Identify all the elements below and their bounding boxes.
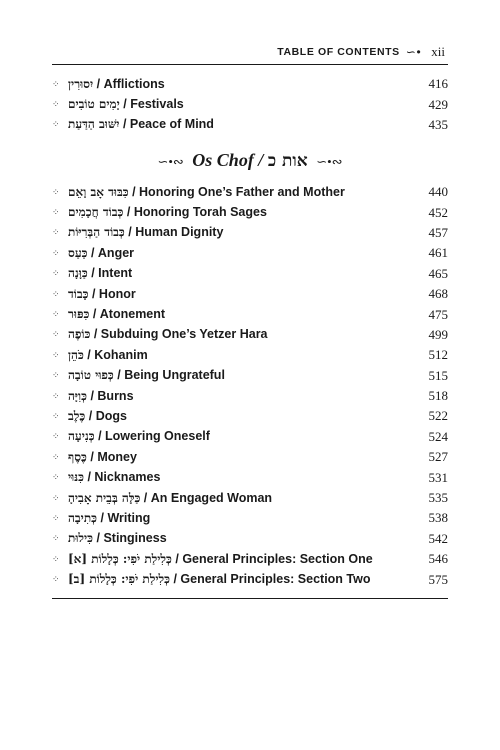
toc-entry[interactable] bbox=[52, 223, 448, 243]
toc-entry[interactable] bbox=[52, 243, 448, 263]
entry-title bbox=[68, 246, 408, 261]
entry-separator: / bbox=[119, 97, 131, 112]
entry-english: Burns bbox=[97, 388, 134, 403]
bullet-icon: ⁘ bbox=[52, 99, 60, 110]
entry-title bbox=[68, 225, 408, 240]
header-rule bbox=[52, 64, 448, 65]
header-page-number: xii bbox=[431, 44, 445, 59]
footer-rule bbox=[52, 598, 448, 599]
entry-separator: / bbox=[124, 225, 136, 240]
entry-separator: / bbox=[128, 184, 140, 199]
toc-entry[interactable] bbox=[52, 202, 448, 222]
entry-english: Honoring Torah Sages bbox=[133, 205, 267, 220]
bullet-icon: ⁘ bbox=[52, 349, 60, 360]
entry-separator: / bbox=[87, 245, 98, 260]
toc-entry[interactable] bbox=[52, 569, 448, 589]
entry-page-number: 461 bbox=[428, 245, 448, 261]
entry-title bbox=[68, 450, 408, 465]
entry-hebrew: כֶּלֶב bbox=[68, 408, 86, 423]
entry-english: Afflictions bbox=[103, 76, 165, 91]
toc-entry[interactable] bbox=[52, 304, 448, 324]
bullet-icon: ⁘ bbox=[52, 247, 60, 258]
toc-entry[interactable] bbox=[52, 366, 448, 386]
toc-entry[interactable] bbox=[52, 182, 448, 202]
entry-page-number: 515 bbox=[428, 367, 448, 383]
bullet-icon: ⁘ bbox=[52, 533, 60, 544]
toc-entry[interactable] bbox=[52, 406, 448, 426]
entry-title bbox=[68, 185, 408, 200]
entry-separator: / bbox=[94, 429, 106, 444]
bullet-icon: ⁘ bbox=[52, 410, 60, 421]
entry-hebrew: כִּבּוּד אָב וָאֵם bbox=[68, 184, 129, 199]
entry-page-number: 499 bbox=[428, 326, 448, 342]
entry-hebrew: כִּפּוּר bbox=[68, 307, 90, 322]
bullet-icon: ⁘ bbox=[52, 207, 60, 218]
entry-title bbox=[68, 77, 408, 92]
entry-page-number: 465 bbox=[428, 265, 448, 281]
entry-page-number: 542 bbox=[428, 530, 448, 546]
entry-page-number: 440 bbox=[428, 184, 448, 200]
bullet-icon: ⁘ bbox=[52, 288, 60, 299]
header-ornament: ∽• bbox=[405, 45, 422, 59]
entry-page-number: 468 bbox=[428, 286, 448, 302]
entry-separator: / bbox=[93, 531, 104, 546]
bullet-icon: ⁘ bbox=[52, 309, 60, 320]
entry-english: Honoring One’s Father and Mother bbox=[139, 184, 345, 199]
entry-hebrew: כַּוָּנָה bbox=[68, 266, 88, 281]
entry-page-number: 429 bbox=[428, 96, 448, 112]
bullet-icon: ⁘ bbox=[52, 472, 60, 483]
toc-list-chof bbox=[52, 182, 448, 590]
bullet-icon: ⁘ bbox=[52, 431, 60, 442]
entry-separator: / bbox=[93, 76, 104, 91]
toc-entry[interactable] bbox=[52, 467, 448, 487]
toc-entry[interactable] bbox=[52, 488, 448, 508]
bullet-icon: ⁘ bbox=[52, 492, 60, 503]
entry-hebrew: כְּבוֹד חֲכָמִים bbox=[68, 205, 124, 220]
entry-english: Being Ungrateful bbox=[124, 368, 225, 383]
entry-page-number: 416 bbox=[428, 76, 448, 92]
entry-separator: / bbox=[169, 572, 181, 587]
entry-title bbox=[68, 572, 408, 587]
entry-english: Festivals bbox=[130, 97, 184, 112]
entry-hebrew: כִּילוּת bbox=[68, 531, 94, 546]
entry-title bbox=[68, 307, 408, 322]
entry-page-number: 518 bbox=[428, 388, 448, 404]
entry-separator: / bbox=[119, 117, 130, 132]
section-label-en: Os Chof / bbox=[192, 150, 264, 170]
header-title: TABLE OF CONTENTS bbox=[277, 46, 400, 58]
bullet-icon: ⁘ bbox=[52, 119, 60, 130]
entry-separator: / bbox=[83, 470, 95, 485]
entry-page-number: 435 bbox=[428, 116, 448, 132]
toc-entry[interactable] bbox=[52, 284, 448, 304]
entry-english: Anger bbox=[97, 245, 135, 260]
bullet-icon: ⁘ bbox=[52, 512, 60, 523]
section-heading bbox=[0, 150, 500, 171]
entry-separator: / bbox=[83, 347, 95, 362]
entry-separator: / bbox=[97, 510, 108, 525]
running-header bbox=[277, 44, 445, 60]
bullet-icon: ⁘ bbox=[52, 227, 60, 238]
entry-title bbox=[68, 511, 408, 526]
section-ornament-left: ∽•∾ bbox=[157, 154, 184, 169]
entry-hebrew: כְּלִילַת יֹפִי: כְּלָלוֹת [ב] bbox=[68, 572, 170, 587]
entry-title bbox=[68, 205, 408, 220]
entry-title bbox=[68, 491, 408, 506]
entry-separator: / bbox=[86, 388, 98, 403]
entry-english: An Engaged Woman bbox=[150, 490, 273, 505]
bullet-icon: ⁘ bbox=[52, 329, 60, 340]
entry-page-number: 538 bbox=[428, 510, 448, 526]
entry-english: Stinginess bbox=[103, 531, 167, 546]
entry-english: General Principles: Section Two bbox=[180, 572, 371, 587]
toc-entry[interactable] bbox=[52, 529, 448, 549]
entry-hebrew: כּוֹפֶה bbox=[68, 327, 91, 342]
entry-english: Dogs bbox=[95, 408, 127, 423]
entry-separator: / bbox=[171, 551, 183, 566]
entry-title bbox=[68, 368, 408, 383]
entry-separator: / bbox=[90, 327, 101, 342]
entry-english: Nicknames bbox=[94, 470, 161, 485]
toc-entry[interactable] bbox=[52, 549, 448, 569]
entry-hebrew: כְּפוּי טוֹבָה bbox=[68, 368, 114, 383]
entry-hebrew: כֶּסֶף bbox=[68, 449, 87, 464]
entry-title bbox=[68, 552, 408, 567]
bullet-icon: ⁘ bbox=[52, 553, 60, 564]
entry-hebrew: כֹּהֵן bbox=[68, 347, 84, 362]
entry-separator: / bbox=[87, 266, 99, 281]
section-label-he: אות כ bbox=[267, 151, 308, 171]
entry-hebrew: כִּנּוּי bbox=[68, 470, 84, 485]
entry-hebrew: כְּתִיבָה bbox=[68, 510, 98, 525]
entry-hebrew: כְּוִיָּה bbox=[68, 388, 87, 403]
entry-title bbox=[68, 348, 408, 363]
entry-page-number: 531 bbox=[428, 469, 448, 485]
entry-page-number: 524 bbox=[428, 428, 448, 444]
entry-title bbox=[68, 389, 408, 404]
entry-hebrew: כְּנִיעָה bbox=[68, 429, 95, 444]
entry-hebrew: יִסוּרִין bbox=[68, 76, 94, 91]
entry-english: Peace of Mind bbox=[129, 117, 214, 132]
toc-entry[interactable] bbox=[52, 427, 448, 447]
bullet-icon: ⁘ bbox=[52, 451, 60, 462]
bullet-icon: ⁘ bbox=[52, 78, 60, 89]
entry-english: Human Dignity bbox=[135, 225, 224, 240]
entry-page-number: 546 bbox=[428, 551, 448, 567]
entry-hebrew: יָמִים טוֹבִים bbox=[68, 97, 120, 112]
bullet-icon: ⁘ bbox=[52, 268, 60, 279]
entry-page-number: 575 bbox=[428, 571, 448, 587]
entry-separator: / bbox=[88, 286, 99, 301]
entry-hebrew: יִשּׁוּב הַדַּעַת bbox=[68, 117, 120, 132]
entry-page-number: 522 bbox=[428, 408, 448, 424]
entry-english: Kohanim bbox=[94, 347, 148, 362]
entry-english: Atonement bbox=[99, 307, 166, 322]
entry-english: Intent bbox=[98, 266, 133, 281]
entry-separator: / bbox=[89, 307, 100, 322]
entry-page-number: 457 bbox=[428, 224, 448, 240]
entry-english: Money bbox=[97, 449, 137, 464]
entry-english: General Principles: Section One bbox=[182, 551, 373, 566]
entry-hebrew: כַּלָּה בְּבֵית אָבִיהָ bbox=[68, 490, 141, 505]
entry-page-number: 512 bbox=[428, 347, 448, 363]
toc-entry[interactable] bbox=[52, 508, 448, 528]
entry-title bbox=[68, 117, 408, 132]
toc-entry[interactable] bbox=[52, 325, 448, 345]
entry-hebrew: כָּבוֹד bbox=[68, 286, 89, 301]
entry-title bbox=[68, 266, 408, 281]
entry-page-number: 475 bbox=[428, 306, 448, 322]
entry-separator: / bbox=[113, 368, 125, 383]
entry-separator: / bbox=[123, 205, 134, 220]
toc-list-top bbox=[52, 74, 448, 135]
bullet-icon: ⁘ bbox=[52, 186, 60, 197]
entry-title bbox=[68, 470, 408, 485]
bullet-icon: ⁘ bbox=[52, 574, 60, 585]
entry-hebrew: כְּלִילַת יֹפִי: כְּלָלוֹת [א] bbox=[68, 551, 172, 566]
bullet-icon: ⁘ bbox=[52, 370, 60, 381]
entry-page-number: 527 bbox=[428, 449, 448, 465]
entry-title bbox=[68, 327, 408, 342]
toc-entry[interactable] bbox=[52, 386, 448, 406]
bullet-icon: ⁘ bbox=[52, 390, 60, 401]
entry-title bbox=[68, 429, 408, 444]
toc-entry[interactable] bbox=[52, 264, 448, 284]
entry-separator: / bbox=[140, 490, 151, 505]
entry-separator: / bbox=[86, 449, 98, 464]
entry-english: Subduing One’s Yetzer Hara bbox=[100, 327, 268, 342]
toc-entry[interactable] bbox=[52, 447, 448, 467]
entry-title bbox=[68, 97, 408, 112]
entry-page-number: 535 bbox=[428, 490, 448, 506]
entry-title bbox=[68, 531, 408, 546]
toc-entry[interactable] bbox=[52, 94, 448, 114]
toc-entry[interactable] bbox=[52, 345, 448, 365]
entry-title bbox=[68, 409, 408, 424]
toc-entry[interactable] bbox=[52, 74, 448, 94]
toc-entry[interactable] bbox=[52, 115, 448, 135]
entry-hebrew: כַּעַס bbox=[68, 245, 88, 260]
entry-title bbox=[68, 287, 408, 302]
entry-english: Lowering Oneself bbox=[105, 429, 210, 444]
entry-separator: / bbox=[85, 408, 96, 423]
entry-english: Writing bbox=[107, 510, 151, 525]
entry-hebrew: כְּבוֹד הַבְּרִיּוֹת bbox=[68, 225, 125, 240]
entry-english: Honor bbox=[98, 286, 136, 301]
entry-page-number: 452 bbox=[428, 204, 448, 220]
section-ornament-right: ∽•∾ bbox=[316, 154, 343, 169]
